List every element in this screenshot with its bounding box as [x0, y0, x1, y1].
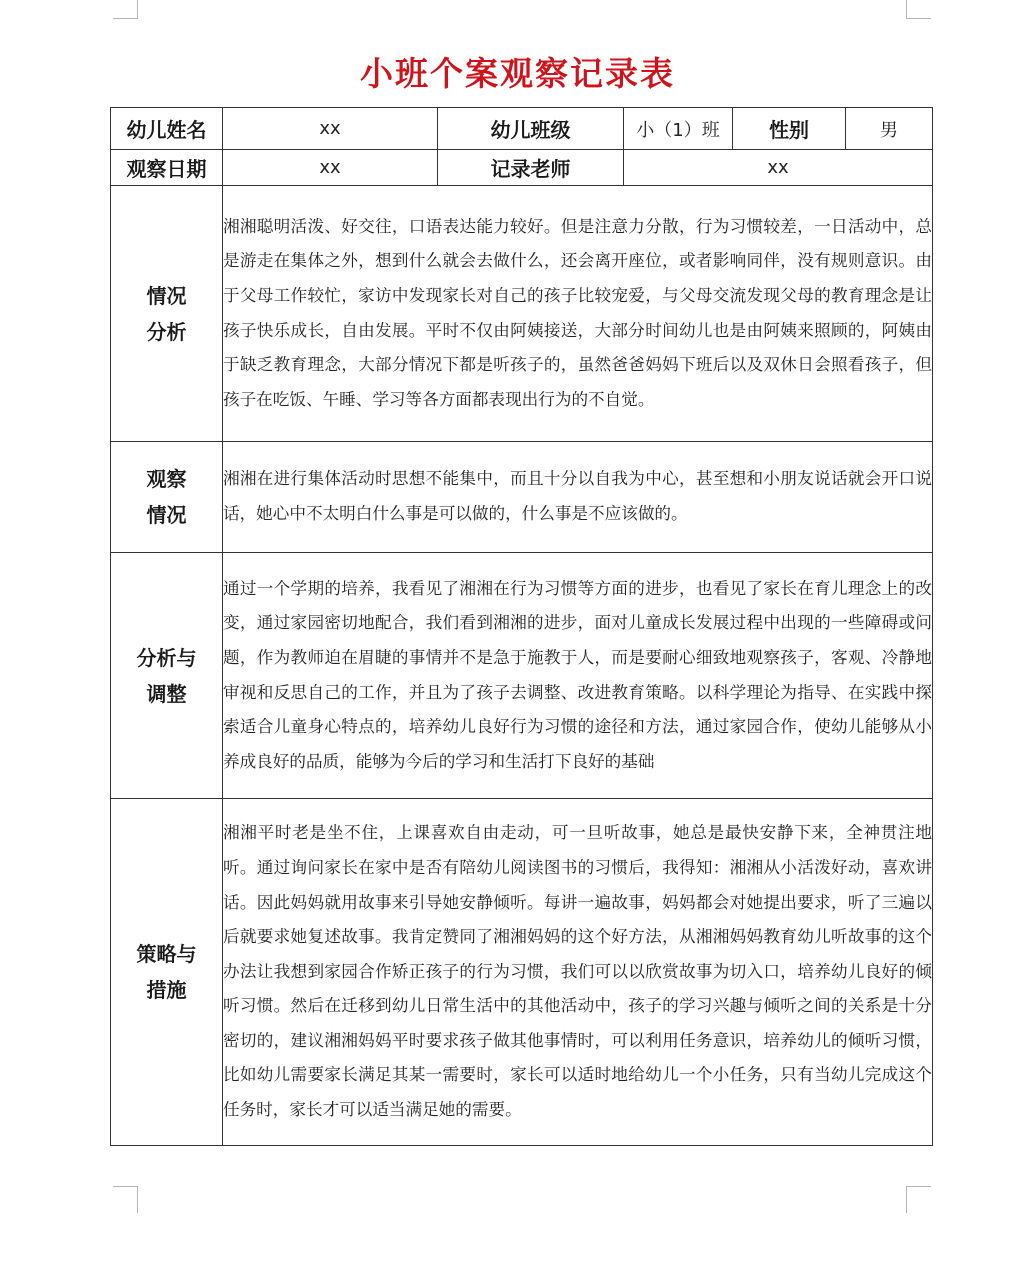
gender-label: 性别	[733, 108, 846, 150]
date-value: xx	[223, 150, 438, 186]
section-text: 湘湘平时老是坐不住，上课喜欢自由走动，可一旦听故事，她总是最快安静下来，全神贯注地听。通过询问家长在家中是否有陪幼儿阅读图书的习惯后，我得知：湘湘从小活泼好动，喜欢讲话。因此妈妈就用故事来引导她安静倾听。每讲一遍故事，妈妈都会对她提出要求，听了三遍以后就要求她复述故事。我肯定赞同了湘湘妈妈的这个好方法，从湘湘妈妈教育幼儿听故事的这个办法让我想到家园合作矫正孩子的行为习惯，我们可以以欣赏故事为切入口，培养幼儿良好的倾听习惯。然后在迁移到幼儿日常生活中的其他活动中，孩子的学习兴趣与倾听之间的关系是十分密切的，建议湘湘妈妈平时要求孩子做其他事情时，可以利用任务意识，培养幼儿的倾听习惯，比如幼儿需要家长满足其某一需要时，家长可以适时地给幼儿一个小任务，只有当幼儿完成这个任务时，家长才可以适当满足她的需要。	[223, 799, 933, 1146]
teacher-label: 记录老师	[438, 150, 624, 186]
crop-mark-top-right	[906, 0, 931, 19]
section-strategy-measures	[111, 799, 933, 1146]
section-label: 分析与 调整	[111, 553, 223, 799]
gender-value: 男	[846, 108, 933, 150]
teacher-value: xx	[624, 150, 933, 186]
section-analysis-adjustment	[111, 553, 933, 799]
name-value: xx	[223, 108, 438, 150]
section-text: 通过一个学期的培养，我看见了湘湘在行为习惯等方面的进步，也看见了家长在育儿理念上的改变，通过家园密切地配合，我们看到湘湘的进步，面对儿童成长发展过程中出现的一些障碍或问题，作为教师迫在眉睫的事情并不是急于施教于人，而是要耐心细致地观察孩子，客观、冷静地审视和反思自己的工作，并且为了孩子去调整、改进教育策略。以科学理论为指导、在实践中探索适合儿童身心特点的，培养幼儿良好行为习惯的途径和方法，通过家园合作，使幼儿能够从小养成良好的品质，能够为今后的学习和生活打下良好的基础	[223, 553, 933, 799]
name-label: 幼儿姓名	[111, 108, 223, 150]
info-row-2	[111, 150, 933, 186]
section-label: 情况 分析	[111, 186, 223, 442]
section-observation	[111, 442, 933, 553]
date-label: 观察日期	[111, 150, 223, 186]
section-text: 湘湘在进行集体活动时思想不能集中，而且十分以自我为中心，甚至想和小朋友说话就会开口说话，她心中不太明白什么事是可以做的，什么事是不应该做的。	[223, 442, 933, 553]
crop-mark-bottom-left	[113, 1186, 138, 1213]
page-title: 小班个案观察记录表	[360, 54, 675, 93]
class-label: 幼儿班级	[438, 108, 624, 150]
observation-table	[110, 107, 933, 1146]
section-label: 观察 情况	[111, 442, 223, 553]
section-text: 湘湘聪明活泼、好交往，口语表达能力较好。但是注意力分散，行为习惯较差，一日活动中，总是游走在集体之外，想到什么就会去做什么，还会离开座位，或者影响同伴，没有规则意识。由于父母工作较忙，家访中发现家长对自己的孩子比较宠爱，与父母交流发现父母的教育理念是让孩子快乐成长，自由发展。平时不仅由阿姨接送，大部分时间幼儿也是由阿姨来照顾的，阿姨由于缺乏教育理念，大部分情况下都是听孩子的，虽然爸爸妈妈下班后以及双休日会照看孩子，但孩子在吃饭、午睡、学习等各方面都表现出行为的不自觉。	[223, 186, 933, 442]
class-value: 小（1）班	[624, 108, 733, 150]
crop-mark-top-left	[113, 0, 138, 19]
crop-mark-bottom-right	[906, 1186, 931, 1213]
section-label: 策略与 措施	[111, 799, 223, 1146]
section-situation-analysis	[111, 186, 933, 442]
info-row-1	[111, 108, 933, 150]
